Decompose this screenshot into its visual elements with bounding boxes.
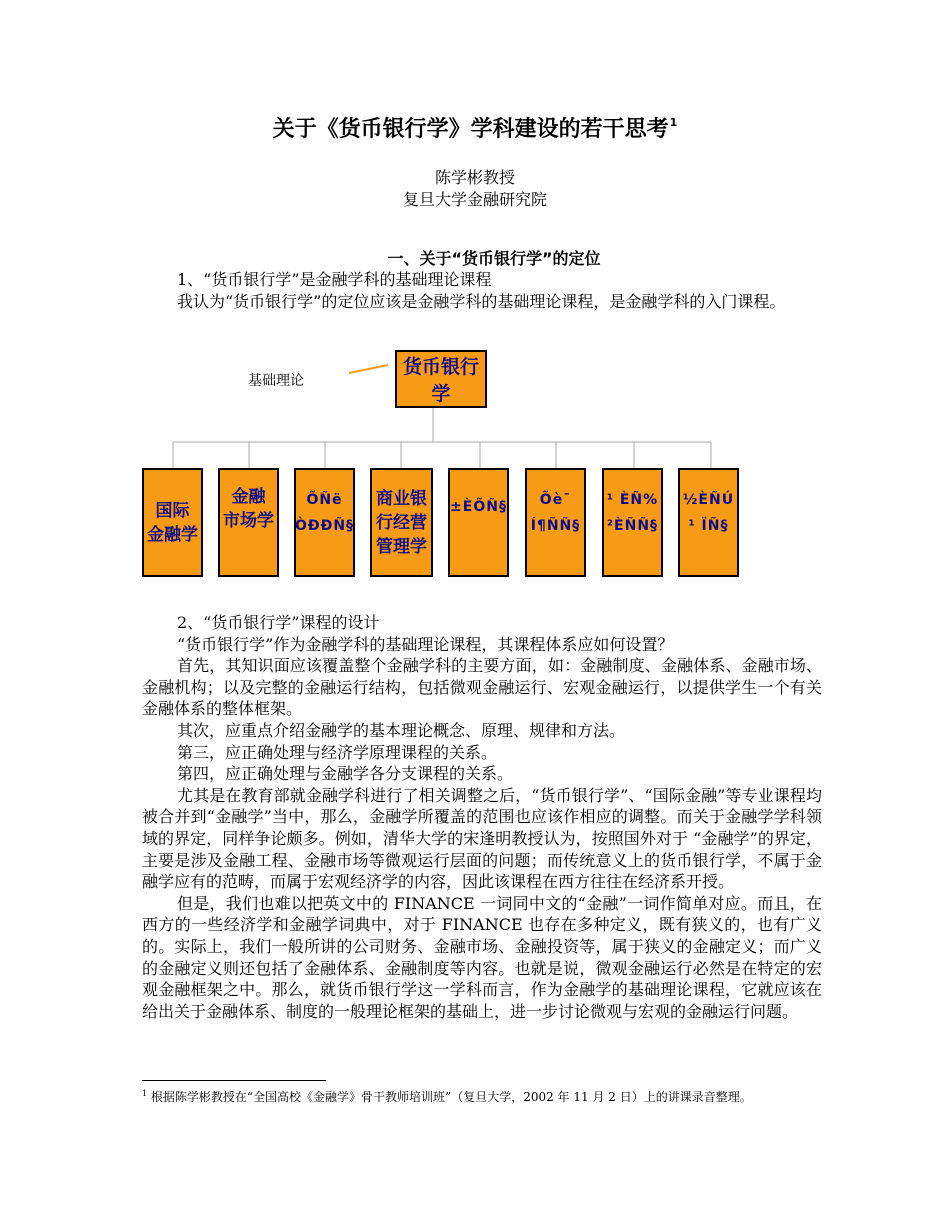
box-line: ÒÐÐÑ§ <box>294 517 355 534</box>
paragraph: 其次，应重点介绍金融学的基本理论概念、原理、规律和方法。 <box>177 720 626 740</box>
box-line: Í¶ÑÑ§ <box>530 517 581 534</box>
paragraph: 首先，其知识面应该覆盖整个金融学科的主要方面，如：金融制度、金融体系、金融市场、金融机构；以及完整的金融运行结构，包括微观金融运行、宏观金融运行，以提供学生一个有关金融体系的整体框架。 <box>142 656 822 719</box>
document-title <box>0 112 950 143</box>
box-line: Õè¯ <box>539 491 572 508</box>
box-line: ¹ ÈÑ% <box>606 491 659 508</box>
footnote-divider <box>142 1080 326 1081</box>
paragraph: 第四，应正确处理与金融学各分支课程的关系。 <box>177 764 514 784</box>
box-line: ²ÈÑÑ§ <box>606 517 659 534</box>
diagram-subject-box <box>142 468 203 577</box>
paragraph: “货币银行学”作为金融学科的基础理论课程，其课程体系应如何设置？ <box>177 634 674 654</box>
box-line: 金融 <box>231 486 266 507</box>
box-line: 管理学 <box>376 536 427 557</box>
box-line: ±ÈÕÑ§ <box>450 498 507 515</box>
diagram-label-basic-theory: 基础理论 <box>248 373 304 389</box>
footnote-text: 根据陈学彬教授在“全国高校《金融学》骨干教师培训班”（复旦大学，2002 年 11 月 2 日）上的讲课录音整理。 <box>150 1090 752 1104</box>
author-institution: 复旦大学金融研究院 <box>402 190 547 209</box>
section-heading: 一、关于“货币银行学”的定位 <box>387 249 601 268</box>
title-text: 关于《货币银行学》学科建设的若干思考 <box>272 117 669 142</box>
subheading-2: 2、“货币银行学”课程的设计 <box>177 613 380 632</box>
diagram-subject-box <box>678 468 739 577</box>
box-line: ½ÈÑÚ <box>682 491 735 508</box>
section2-body <box>142 612 822 1022</box>
diagram-subject-box <box>602 468 663 577</box>
paragraph: 第三，应正确处理与经济学原理课程的关系。 <box>177 742 498 762</box>
paragraph: 尤其是在教育部就金融学科进行了相关调整之后，“货币银行学”、“国际金融”等专业课程均被合并到“金融学”当中，那么，金融学所覆盖的范围也应该作相应的调整。而关于金融学学科领域的界定，同样争论颇多。例如，清华大学的宋逢明教授认为，按照国外对于 “金融学”的界定，主要是涉及金融工程、金融市场等微观运行层面的问题；而传统意义上的货币银行学，不属于金融学应有的范畴，而属于宏观经济学的内容，因此该课程在西方往往在经济系开授。 <box>142 785 822 892</box>
box-line: 行经营 <box>376 512 427 533</box>
box-line: 市场学 <box>223 510 274 531</box>
box-line: ÕÑë <box>306 491 343 508</box>
diagram-subject-box <box>218 468 279 577</box>
subheading-1: 1、“货币银行学”是金融学科的基础理论课程 <box>177 270 492 289</box>
box-line: 商业银 <box>376 488 427 509</box>
box-line: ¹ ÏÑ§ <box>688 517 729 534</box>
section1-body <box>142 269 822 312</box>
diagram-subject-box <box>370 468 433 577</box>
box-line: 金融学 <box>147 524 198 545</box>
paragraph: 但是，我们也难以把英文中的 FINANCE 一词同中文的“金融”一词作简单对应。而且，在西方的一些经济学和金融学词典中，对于 FINANCE 也存在多种定义，既有狭义的，也有广义的。实际上，我们一般所讲的公司财务、金融市场、金融投资等，属于狭义的金融定义；而广义的金融定义则还包括了金融体系、金融制度等内容。也就是说，微观金融运行必然是在特定的宏观金融框架之中。那么，就货币银行学这一学科而言，作为金融学的基础理论课程，它就应该在给出关于金融体系、制度的一般理论框架的基础上，进一步讨论微观与宏观的金融运行问题。 <box>142 893 822 1021</box>
diagram-subject-box <box>294 468 355 577</box>
diagram-subject-box <box>525 468 586 577</box>
footnote-mark: 1 <box>142 1089 148 1098</box>
diagram-subject-box <box>448 468 509 577</box>
title-footnote-mark: 1 <box>669 116 678 129</box>
footnote <box>142 1085 822 1106</box>
paragraph: 我认为“货币银行学”的定位应该是金融学科的基础理论课程，是金融学科的入门课程。 <box>177 291 786 311</box>
author-name: 陈学彬教授 <box>434 168 515 187</box>
box-line: 国际 <box>155 500 190 521</box>
course-hierarchy-diagram <box>130 345 850 585</box>
diagram-root-box: 货币银行学 <box>395 350 487 408</box>
